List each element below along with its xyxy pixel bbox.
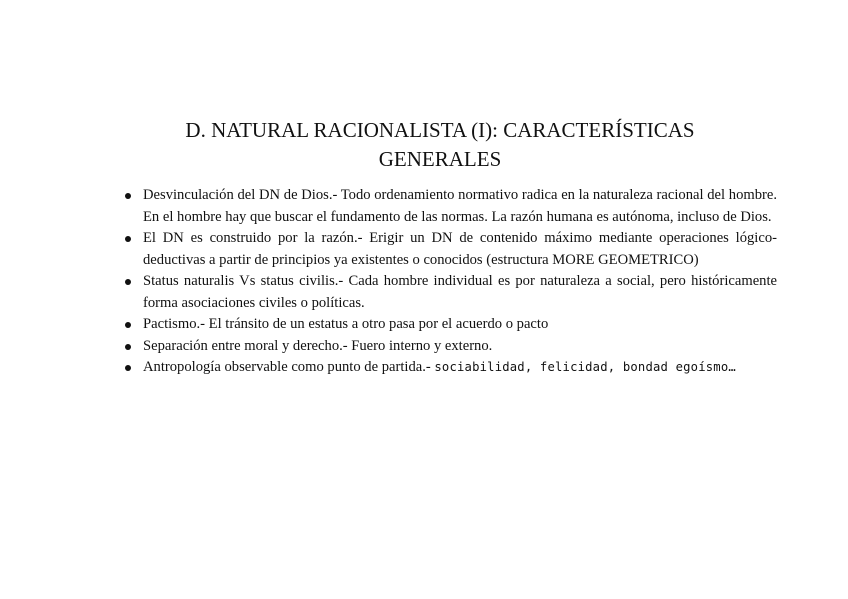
bullet-item-antropologia [120,357,777,379]
slide-title [100,116,780,174]
bullet-dot-icon [125,193,131,199]
bullet-dot-icon [125,236,131,242]
slide-title-line-2: GENERALES [378,147,502,171]
bullet-text: Desvinculación del DN de Dios.- Todo ordenamiento normativo radica en la naturaleza racional del hombre. En el hombre hay que buscar el fundamento de las normas. La razón humana es autónoma, incluso de Dios. [143,187,777,225]
bullet-text: Antropología observable como punto de partida.- [143,359,435,375]
bullet-text: Status naturalis Vs status civilis.- Cada hombre individual es por naturaleza a social, pero históricamente forma asociaciones civiles o políticas. [143,273,777,311]
bullet-item-separacion [120,336,777,358]
bullet-text: El DN es construido por la razón.- Erigir un DN de contenido máximo mediante operaciones lógico-deductivas a partir de principios ya existentes o conocidos (estructura MORE GEOMETRICO) [143,230,777,268]
bullet-dot-icon [125,365,131,371]
bullet-text: Pactismo.- El tránsito de un estatus a otro pasa por el acuerdo o pacto [143,316,549,332]
bullet-item-pactismo [120,314,777,336]
bullet-dot-icon [125,344,131,350]
bullet-item-razon [120,228,777,271]
bullet-list [120,185,777,379]
slide-title-line-1: D. NATURAL RACIONALISTA (I): CARACTERÍSTICAS [185,118,695,142]
bullet-text: Separación entre moral y derecho.- Fuero interno y externo. [143,337,493,354]
bullet-item-status [120,271,777,314]
bullet-text-tail: sociabilidad, felicidad, bondad egoísmo… [434,360,736,374]
bullet-dot-icon [125,279,131,285]
bullet-dot-icon [125,322,131,328]
bullet-item-desvinculacion [120,185,777,228]
